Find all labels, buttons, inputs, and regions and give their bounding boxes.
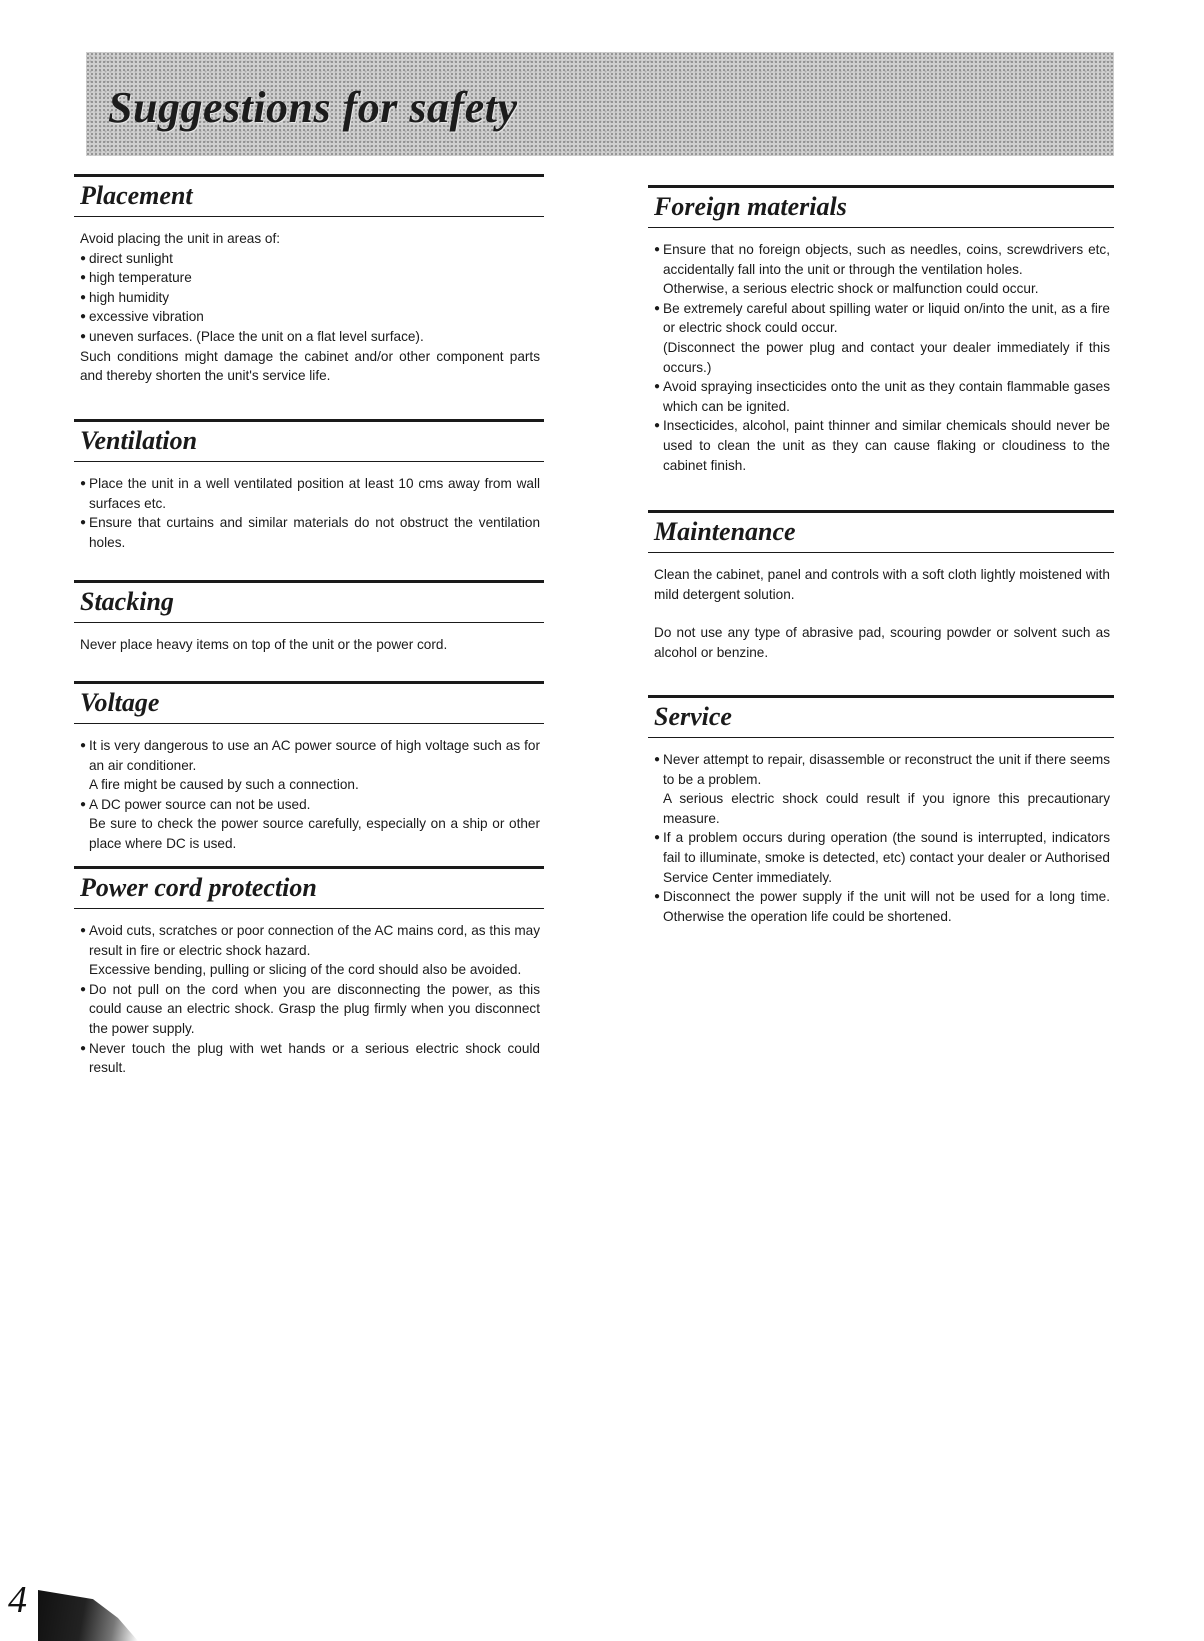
list-item: ● high temperature	[80, 268, 540, 288]
bullet-icon: ●	[654, 754, 661, 765]
section-body	[648, 228, 1114, 510]
list-item: ● uneven surfaces. (Place the unit on a flat level surface).	[80, 327, 540, 347]
list-item: ● Be extremely careful about spilling water or liquid on/into the unit, as a fire or electric shock could occur. (Disconnect the power plug and contact your dealer immediately if this occurs.)	[654, 300, 1110, 375]
page-corner-mark	[38, 1590, 138, 1641]
page-number: 4	[8, 1579, 27, 1621]
foreign-list	[654, 240, 1110, 475]
list-item: ● Avoid cuts, scratches or poor connection of the AC mains cord, as this may result in fire or electric shock hazard. Excessive bending, pulling or slicing of the cord should also be avoided.	[80, 923, 540, 978]
bullet-icon: ●	[654, 244, 661, 255]
bullet-icon: ●	[80, 252, 87, 264]
section-title: Ventilation	[80, 426, 198, 455]
list-item: ● Never touch the plug with wet hands or a serious electric shock could result.	[80, 1040, 540, 1076]
bullet-icon: ●	[80, 983, 87, 995]
bullet-icon: ●	[80, 311, 87, 323]
bullet-icon: ●	[80, 517, 87, 529]
list-item: ● Ensure that curtains and similar materials do not obstruct the ventilation holes.	[80, 515, 540, 550]
section-header	[74, 174, 544, 217]
placement-outro: Such conditions might damage the cabinet and/or other component parts and thereby shorten the unit's service life.	[80, 348, 540, 384]
bullet-icon: ●	[654, 420, 661, 432]
bullet-icon: ●	[654, 381, 661, 393]
bullet-icon: ●	[80, 478, 87, 489]
maintenance-text-2: Do not use any type of abrasive pad, scouring powder or solvent such as alcohol or benzine.	[654, 625, 1110, 660]
voltage-list	[80, 736, 540, 854]
section-body	[648, 738, 1114, 926]
list-item: ● Avoid spraying insecticides onto the unit as they contain flammable gases which can be ignited.	[654, 379, 1110, 414]
bullet-icon: ●	[80, 1042, 87, 1054]
section-body	[74, 909, 544, 1078]
list-item: ● Place the unit in a well ventilated position at least 10 cms away from wall surfaces etc.	[80, 476, 540, 511]
list-item: ● direct sunlight	[80, 249, 540, 269]
section-header	[74, 866, 544, 909]
list-item: ● Disconnect the power supply if the unit will not be used for a long time. Otherwise the operation life could be shortened.	[654, 889, 1110, 924]
section-voltage	[74, 681, 544, 866]
ventilation-list	[80, 474, 540, 552]
bullet-icon: ●	[80, 740, 87, 751]
bullet-icon: ●	[80, 798, 87, 810]
bullet-icon: ●	[654, 302, 661, 314]
title-banner	[86, 52, 1114, 156]
section-title: Placement	[80, 181, 193, 210]
list-item: ● high humidity	[80, 288, 540, 308]
placement-list	[80, 249, 540, 347]
section-title: Voltage	[80, 688, 160, 717]
section-header	[648, 695, 1114, 738]
section-title: Service	[654, 702, 732, 731]
section-maintenance	[648, 510, 1114, 695]
maintenance-text-1: Clean the cabinet, panel and controls with a soft cloth lightly moistened with mild detergent solution.	[654, 567, 1110, 602]
section-body	[74, 623, 544, 681]
section-header	[74, 580, 544, 623]
bullet-icon: ●	[654, 832, 661, 844]
section-power-cord	[74, 866, 544, 1078]
list-item: ● excessive vibration	[80, 307, 540, 327]
section-ventilation	[74, 419, 544, 580]
bullet-icon: ●	[80, 330, 87, 342]
stacking-text: Never place heavy items on top of the unit or the power cord.	[80, 637, 448, 652]
section-title: Power cord protection	[80, 873, 317, 902]
section-body	[74, 217, 544, 419]
list-item: ● A DC power source can not be used. Be sure to check the power source carefully, especially on a ship or other place where DC is used.	[80, 796, 540, 851]
section-header	[74, 681, 544, 724]
section-title: Maintenance	[654, 517, 796, 546]
section-header	[74, 419, 544, 462]
section-body	[74, 462, 544, 580]
bullet-icon: ●	[654, 891, 661, 903]
list-item: ● Do not pull on the cord when you are disconnecting the power, as this could cause an electric shock. Grasp the plug firmly when you disconnect the power supply.	[80, 981, 540, 1036]
page-title: Suggestions for safety	[108, 83, 518, 132]
section-foreign-materials	[648, 185, 1114, 510]
list-item: ● Never attempt to repair, disassemble or reconstruct the unit if there seems to be a problem. A serious electric shock could result if you ignore this precautionary measure.	[654, 752, 1110, 826]
service-list	[654, 750, 1110, 926]
bullet-icon: ●	[80, 272, 87, 284]
bullet-icon: ●	[80, 291, 87, 303]
right-column	[648, 185, 1114, 926]
section-placement	[74, 174, 544, 419]
list-item: ● If a problem occurs during operation (the sound is interrupted, indicators fail to illuminate, smoke is detected, etc) contact your dealer or Authorised Service Center immediately.	[654, 830, 1110, 885]
section-header	[648, 510, 1114, 553]
section-body	[648, 553, 1114, 695]
left-column	[74, 174, 544, 1078]
section-header	[648, 185, 1114, 228]
section-service	[648, 695, 1114, 926]
section-title: Stacking	[80, 587, 174, 616]
power-cord-list	[80, 921, 540, 1078]
list-item: ● Ensure that no foreign objects, such as needles, coins, screwdrivers etc, accidentally fall into the unit or through the ventilation holes. Otherwise, a serious electric shock or malfunction could occur.	[654, 242, 1110, 297]
bullet-icon: ●	[80, 925, 87, 936]
list-item: ● It is very dangerous to use an AC power source of high voltage such as for an air conditioner. A fire might be caused by such a connection.	[80, 738, 540, 793]
section-body	[74, 724, 544, 866]
list-item: ● Insecticides, alcohol, paint thinner and similar chemicals should never be used to clean the unit as they can cause flaking or cloudiness to the cabinet finish.	[654, 418, 1110, 473]
section-title: Foreign materials	[654, 192, 847, 221]
placement-intro: Avoid placing the unit in areas of:	[80, 231, 281, 246]
section-stacking	[74, 580, 544, 681]
